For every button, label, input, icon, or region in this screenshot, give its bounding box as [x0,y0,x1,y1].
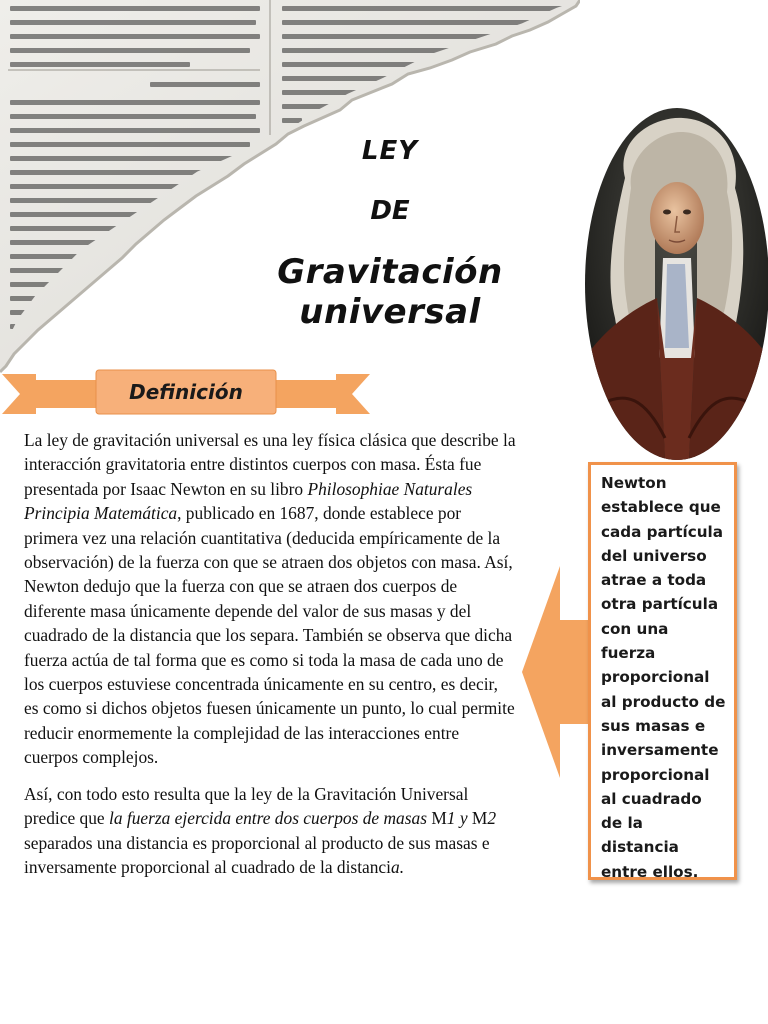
newton-summary-text: Newton establece que cada partícula del universo atrae a toda otra partícula con una fuerza proporcional al producto de sus masas e inversamente proporcional al cuadrado de la distancia entre ellos. [601,474,726,881]
paragraph-1 [24,428,516,770]
book-title: Philosophiae Naturales Principia Matemática [24,478,473,524]
mass-2-letter: M [471,808,488,829]
conjunction-y: y [455,808,472,829]
mass-1-subscript: 1 [446,808,456,829]
paragraph-2-intro: Así, con todo esto resulta que la ley de la Gravitación Universal predice que [24,783,469,829]
title-ley: LEY [361,136,419,166]
newton-portrait [585,108,768,460]
mass-1-letter: M [431,808,447,829]
paragraph-2 [24,782,516,880]
paragraph-2-rest: separados una distancia es proporcional al producto de sus masas e inversamente proporcional al cuadrado de la distanci [24,832,490,877]
mass-2-subscript: 2 [487,808,497,829]
title-gravitacion-universal: Gravitación universal [277,252,503,332]
paragraph-1-intro: La ley de gravitación universal es una ley física clásica que describe la interacción gravitatoria entre distintos cuerpos con masa. Ésta fue presentada por Isaac Newton en su libro [24,430,516,499]
paragraph-2-italic: la fuerza ejercida entre dos cuerpos de masas [108,808,432,829]
definition-label: Definición [129,380,243,404]
title-de: DE [370,196,410,226]
newton-summary-box [588,462,737,880]
body-text [24,428,516,891]
paragraph-1-rest: , publicado en 1687, donde establece por primera vez una relación cuantitativa (deducida empíricamente de la observación) de la fuerza con que se atraen dos objetos con masa. Así, Newton dedujo que la fuerza con que se atraen dos cuerpos de diferente masa únicamente depende del valor de sus masas y del cuadrado de la distancia que los separa. También se observa que dicha fuerza actúa de tal forma que es como si toda la masa de cada uno de los cuerpos estuviese concentrada únicamente en su centro, es decir, es como si dichos objetos fuesen únicamente un punto, lo cual permite reducir enormemente la complejidad de las interacciones entre cuerpos complejos. [24,503,515,768]
paragraph-2-end: a. [391,856,405,877]
